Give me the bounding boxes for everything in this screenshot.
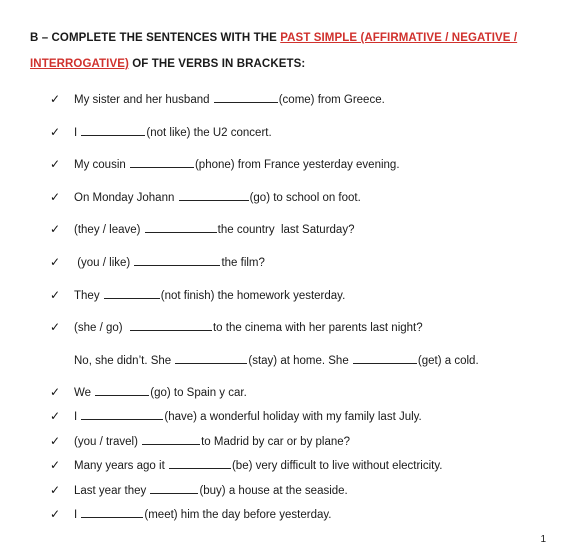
answer-blank[interactable] [130,320,212,331]
check-icon: ✓ [50,434,61,448]
exercise-item-5 [50,222,354,236]
item-text: (you / travel) [74,436,142,448]
exercise-item-10 [50,409,422,423]
check-icon: ✓ [50,385,61,399]
check-icon: ✓ [50,288,61,302]
item-text: (stay) at home. She [248,355,352,367]
check-icon: ✓ [50,255,61,269]
item-text: (not finish) the homework yesterday. [160,290,346,302]
exercise-item-3 [50,157,400,171]
item-text: the country last Saturday? [217,224,355,236]
check-icon: ✓ [50,483,61,497]
item-text: (go) to Spain y car. [150,387,247,399]
answer-blank[interactable] [81,125,145,136]
exercise-item-1 [50,92,385,106]
item-text: (they / leave) [74,224,144,236]
item-text: (be) very difficult to live without electricity. [231,460,443,472]
heading-highlight-1: PAST SIMPLE (AFFIRMATIVE / NEGATIVE / [280,32,518,44]
exercise-item-13 [50,483,348,497]
item-text: the film? [221,257,265,269]
item-text: (get) a cold. [417,355,479,367]
check-icon: ✓ [50,507,61,521]
exercise-item-11 [50,434,350,448]
heading-suffix: OF THE VERBS IN BRACKETS: [128,58,306,70]
item-text: I [74,127,81,139]
item-text: My cousin [74,159,129,171]
exercise-item-7 [50,288,345,302]
check-icon: ✓ [50,92,61,106]
check-icon: ✓ [50,190,61,204]
item-text: (buy) a house at the seaside. [199,485,348,497]
item-text: (have) a wonderful holiday with my family last July. [164,411,422,423]
answer-blank[interactable] [104,288,160,299]
exercise-item-12 [50,458,442,472]
check-icon: ✓ [50,222,61,236]
item-text: Many years ago it [74,460,168,472]
item-text: Last year they [74,485,150,497]
check-icon: ✓ [50,157,61,171]
item-text: (meet) him the day before yesterday. [144,509,332,521]
item-text: to the cinema with her parents last night? [212,322,423,334]
item-text: I [74,509,81,521]
answer-blank[interactable] [134,255,220,266]
item-text: (come) from Greece. [278,94,385,106]
page-number: 1 [540,534,546,545]
answer-blank[interactable] [81,507,143,518]
check-icon: ✓ [50,125,61,139]
answer-blank[interactable] [142,434,200,445]
heading-prefix: B – COMPLETE THE SENTENCES WITH THE [30,32,281,44]
exercise-item-2 [50,125,272,139]
answer-blank[interactable] [169,458,231,469]
item-text: (go) to school on foot. [249,192,361,204]
item-text: to Madrid by car or by plane? [201,436,351,448]
check-icon: ✓ [50,458,61,472]
exercise-item-14 [50,507,331,521]
answer-blank[interactable] [130,157,194,168]
item-text: On Monday Johann [74,192,178,204]
answer-blank[interactable] [150,483,198,494]
answer-blank[interactable] [81,409,163,420]
exercise-item-8 [50,320,423,334]
exercise-item-9 [50,385,247,399]
heading-highlight-2: INTERROGATIVE) [30,58,129,70]
answer-blank[interactable] [353,353,417,364]
answer-blank[interactable] [145,222,217,233]
item-text: (phone) from France yesterday evening. [194,159,400,171]
item-text: I [74,411,81,423]
exercise-heading-line-2 [30,58,560,70]
item-text: They [74,290,103,302]
answer-blank[interactable] [214,92,278,103]
exercise-item-8-answer [50,353,479,367]
check-icon: ✓ [50,320,61,334]
exercise-heading-line-1 [30,32,560,44]
item-text: (you / like) [74,257,134,269]
item-text: My sister and her husband [74,94,213,106]
item-text: No, she didn’t. She [74,355,175,367]
answer-blank[interactable] [95,385,149,396]
exercise-item-4 [50,190,361,204]
answer-blank[interactable] [179,190,249,201]
item-text: (not like) the U2 concert. [146,127,272,139]
item-text: We [74,387,95,399]
exercise-item-6 [50,255,265,269]
item-text: (she / go) [74,322,129,334]
check-icon: ✓ [50,409,61,423]
answer-blank[interactable] [175,353,247,364]
